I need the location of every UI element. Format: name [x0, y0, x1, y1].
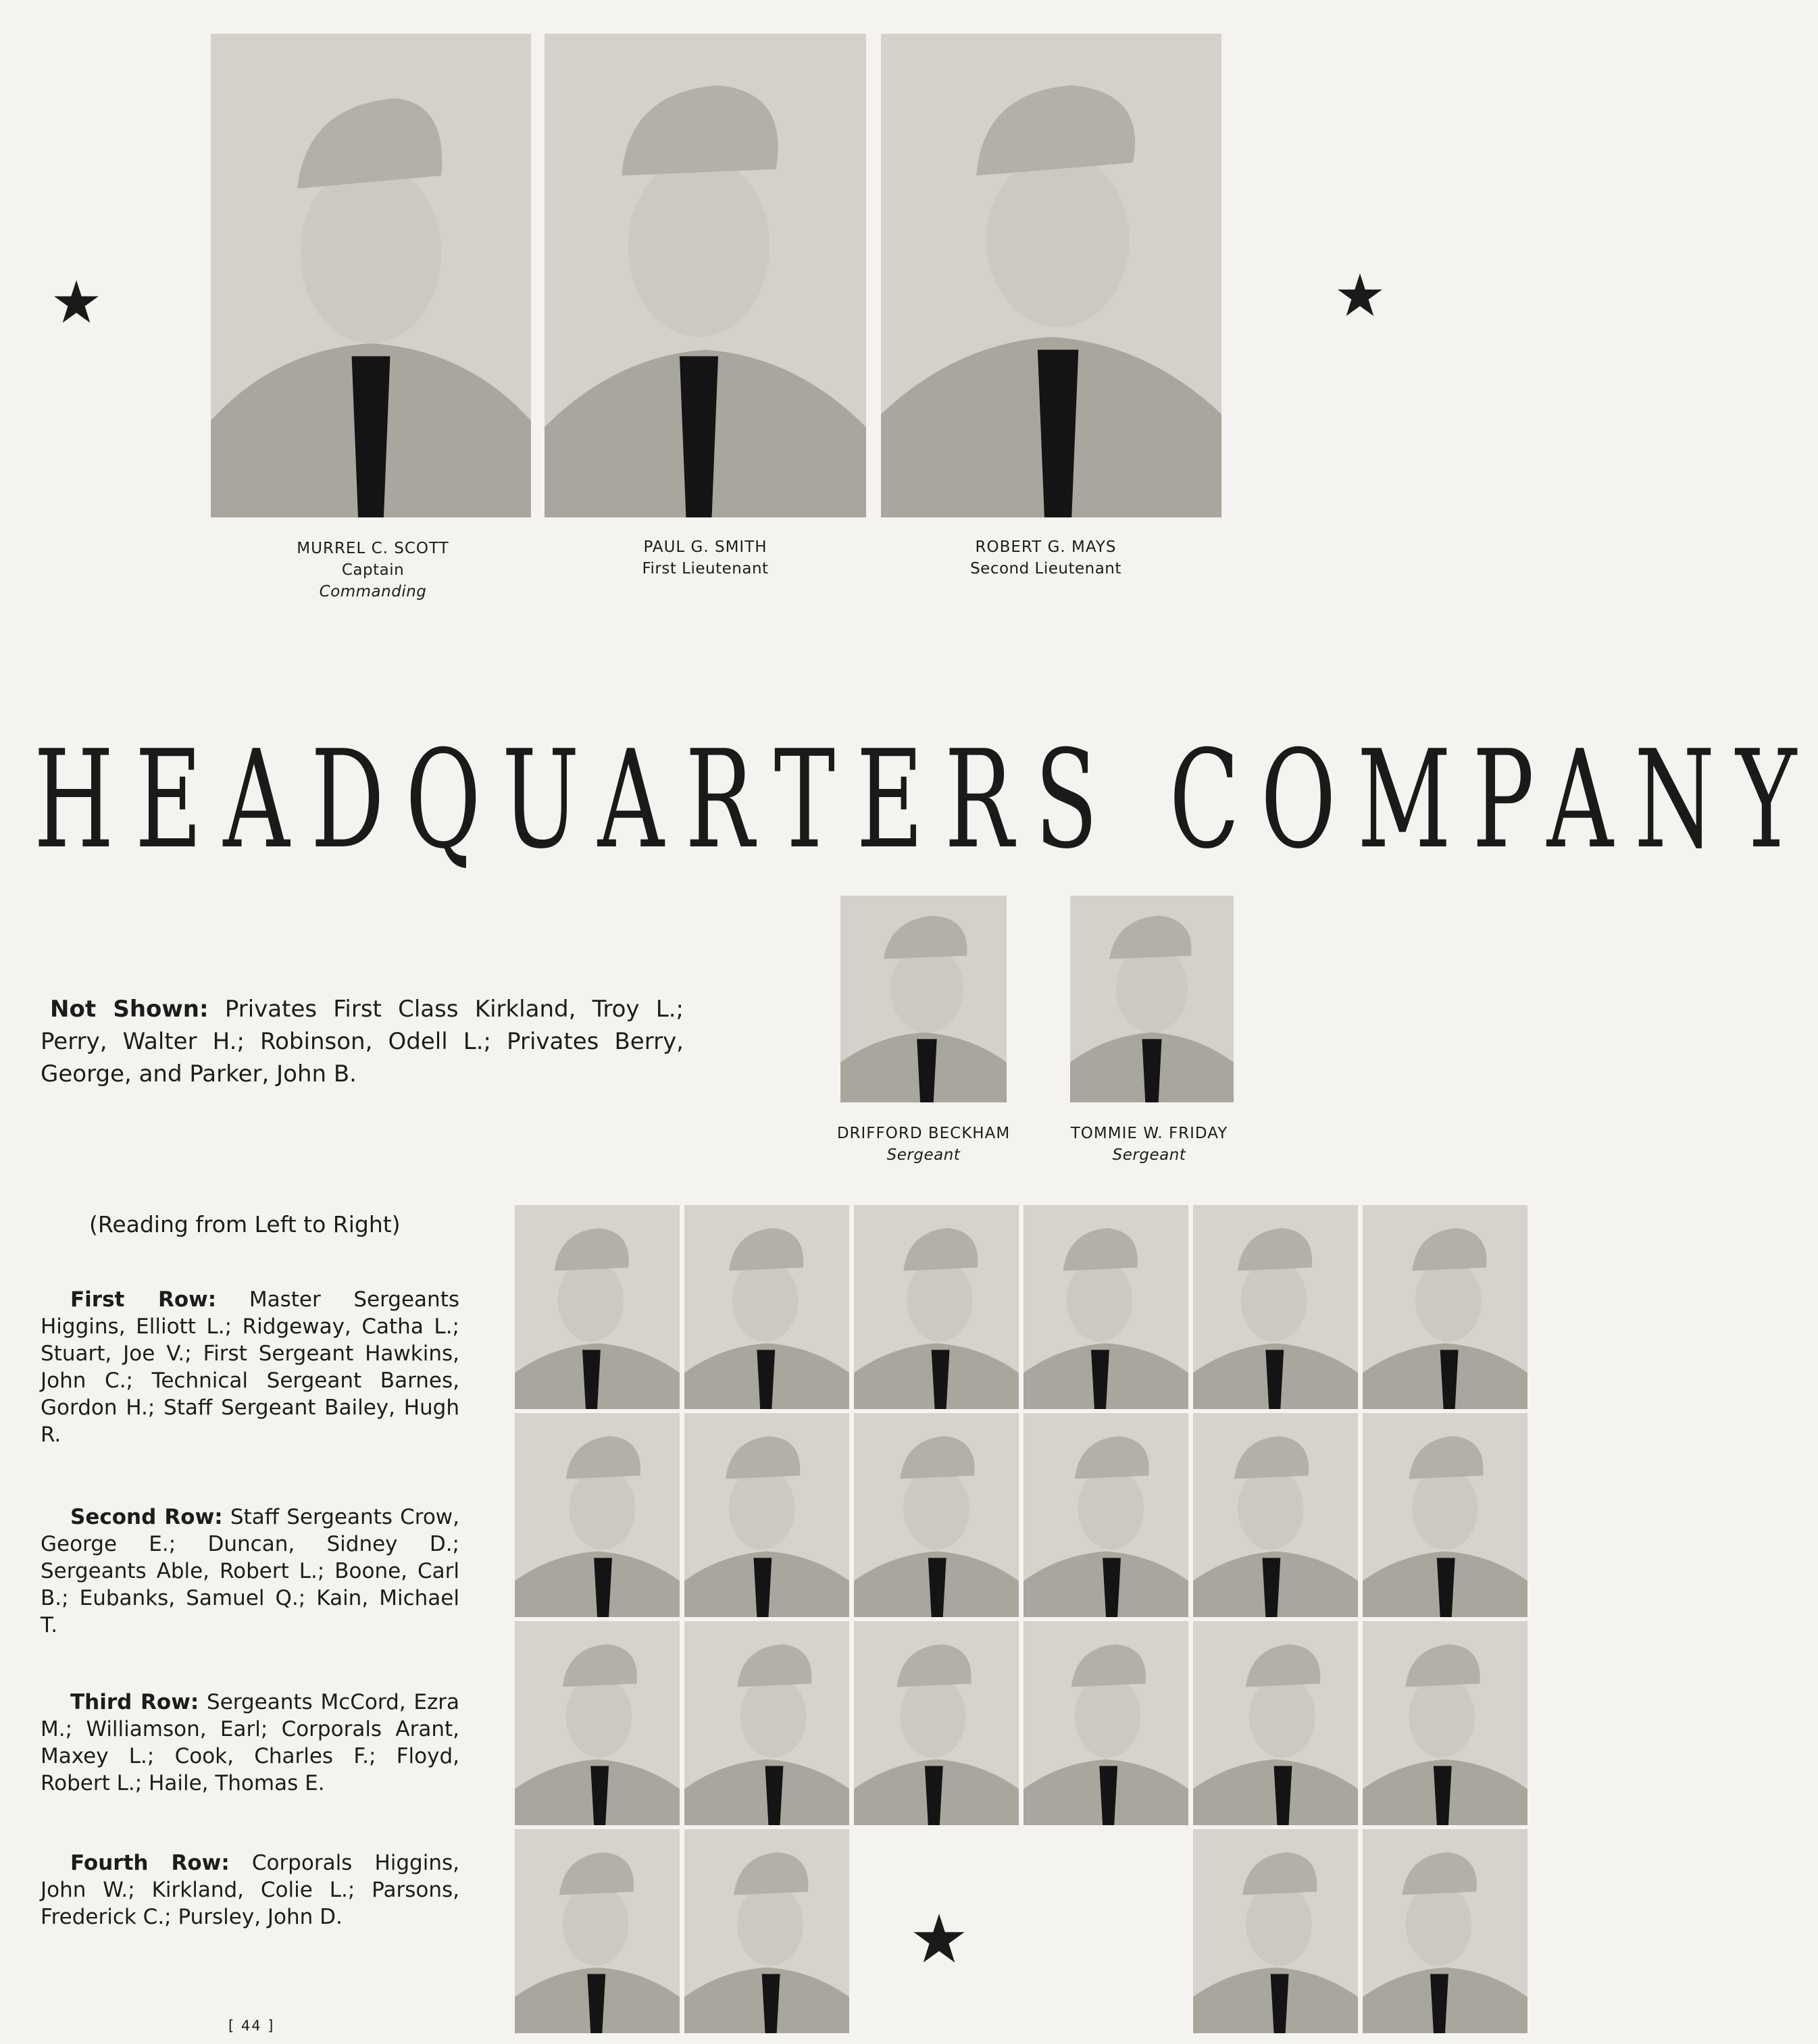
- officer-rank: First Lieutenant: [642, 560, 769, 578]
- officer-rank: Captain: [341, 561, 405, 579]
- grid-portrait: [1363, 1413, 1527, 1617]
- officer-name: PAUL G. SMITH: [643, 538, 767, 556]
- not-shown-paragraph: [41, 993, 684, 1090]
- grid-portrait: [515, 1205, 680, 1409]
- grid-portrait: [854, 1621, 1019, 1825]
- grid-portrait: [684, 1413, 849, 1617]
- star-ornament-grid: [912, 1912, 966, 1966]
- grid-portrait: [854, 1205, 1019, 1409]
- first-row-text: Master Sergeants Higgins, Elliott L.; Ridgeway, Catha L.; Stuart, Joe V.; First Sergeant Hawkins, John C.; Technical Sergeant Barnes, Gordon H.; Staff Sergeant Bailey, Hugh R.: [41, 1287, 460, 1447]
- first-row-label: First Row:: [70, 1287, 217, 1312]
- page-title: HEADQUARTERS COMPANY: [34, 721, 1818, 879]
- star-ornament-right: [1336, 272, 1384, 319]
- grid-portrait: [1363, 1205, 1527, 1409]
- first-row-paragraph: [41, 1286, 459, 1448]
- grid-portrait: [1193, 1205, 1358, 1409]
- grid-portrait: [1363, 1829, 1527, 2033]
- not-shown-text: Privates First Class Kirkland, Troy L.; Perry, Walter H.; Robinson, Odell L.; Privates Berry, George, and Parker, John B.: [41, 996, 684, 1088]
- grid-portrait: [1193, 1413, 1358, 1617]
- sergeant-portrait-beckham: [840, 896, 1007, 1102]
- third-row-text: Sergeants McCord, Ezra M.; Williamson, Earl; Corporals Arant, Maxey L.; Cook, Charles F.; Floyd, Robert L.; Haile, Thomas E.: [41, 1690, 459, 1795]
- officer-caption-smith: [570, 536, 840, 580]
- page-number: [ 44 ]: [228, 2018, 275, 2034]
- sergeant-caption-beckham: [812, 1123, 1035, 1166]
- grid-portrait: [684, 1205, 849, 1409]
- officer-name: ROBERT G. MAYS: [975, 538, 1117, 556]
- sergeant-name: DRIFFORD BECKHAM: [836, 1125, 1011, 1142]
- not-shown-label: Not Shown:: [50, 996, 209, 1023]
- grid-portrait: [515, 1829, 680, 2033]
- grid-portrait: [684, 1621, 849, 1825]
- second-row-label: Second Row:: [70, 1505, 223, 1529]
- officer-note: Commanding: [319, 583, 427, 601]
- sergeant-rank: Sergeant: [1112, 1146, 1186, 1164]
- fourth-row-label: Fourth Row:: [70, 1851, 230, 1875]
- star-ornament-left: [53, 278, 100, 326]
- officer-name: MURREL C. SCOTT: [297, 540, 449, 557]
- grid-portrait: [684, 1829, 849, 2033]
- officer-portrait-scott: [211, 34, 531, 517]
- sergeant-rank: Sergeant: [886, 1146, 961, 1164]
- grid-portrait: [1024, 1621, 1188, 1825]
- officer-portrait-mays: [881, 34, 1221, 517]
- grid-portrait: [1193, 1829, 1358, 2033]
- third-row-paragraph: [41, 1689, 459, 1797]
- third-row-label: Third Row:: [70, 1690, 199, 1714]
- sergeant-name: TOMMIE W. FRIDAY: [1070, 1125, 1228, 1142]
- fourth-row-text: Corporals Higgins, John W.; Kirkland, Colie L.; Parsons, Frederick C.; Pursley, John D.: [41, 1851, 459, 1929]
- company-photo-grid: [515, 1205, 1527, 2033]
- fourth-row-paragraph: [41, 1849, 459, 1931]
- reading-note: (Reading from Left to Right): [89, 1211, 401, 1237]
- grid-portrait: [1363, 1621, 1527, 1825]
- second-row-paragraph: [41, 1504, 459, 1639]
- second-row-text: Staff Sergeants Crow, George E.; Duncan, Sidney D.; Sergeants Able, Robert L.; Boone, Carl B.; Eubanks, Samuel Q.; Kain, Michael T.: [41, 1505, 459, 1637]
- sergeant-caption-friday: [1038, 1123, 1261, 1166]
- grid-portrait: [515, 1413, 680, 1617]
- grid-portrait: [854, 1413, 1019, 1617]
- officer-caption-scott: [238, 538, 508, 603]
- officer-caption-mays: [911, 536, 1181, 580]
- grid-portrait: [1024, 1205, 1188, 1409]
- grid-portrait: [1193, 1621, 1358, 1825]
- grid-portrait: [1024, 1413, 1188, 1617]
- sergeant-portrait-friday: [1070, 896, 1234, 1102]
- grid-portrait: [515, 1621, 680, 1825]
- officer-rank: Second Lieutenant: [970, 560, 1121, 578]
- officer-portrait-smith: [545, 34, 866, 517]
